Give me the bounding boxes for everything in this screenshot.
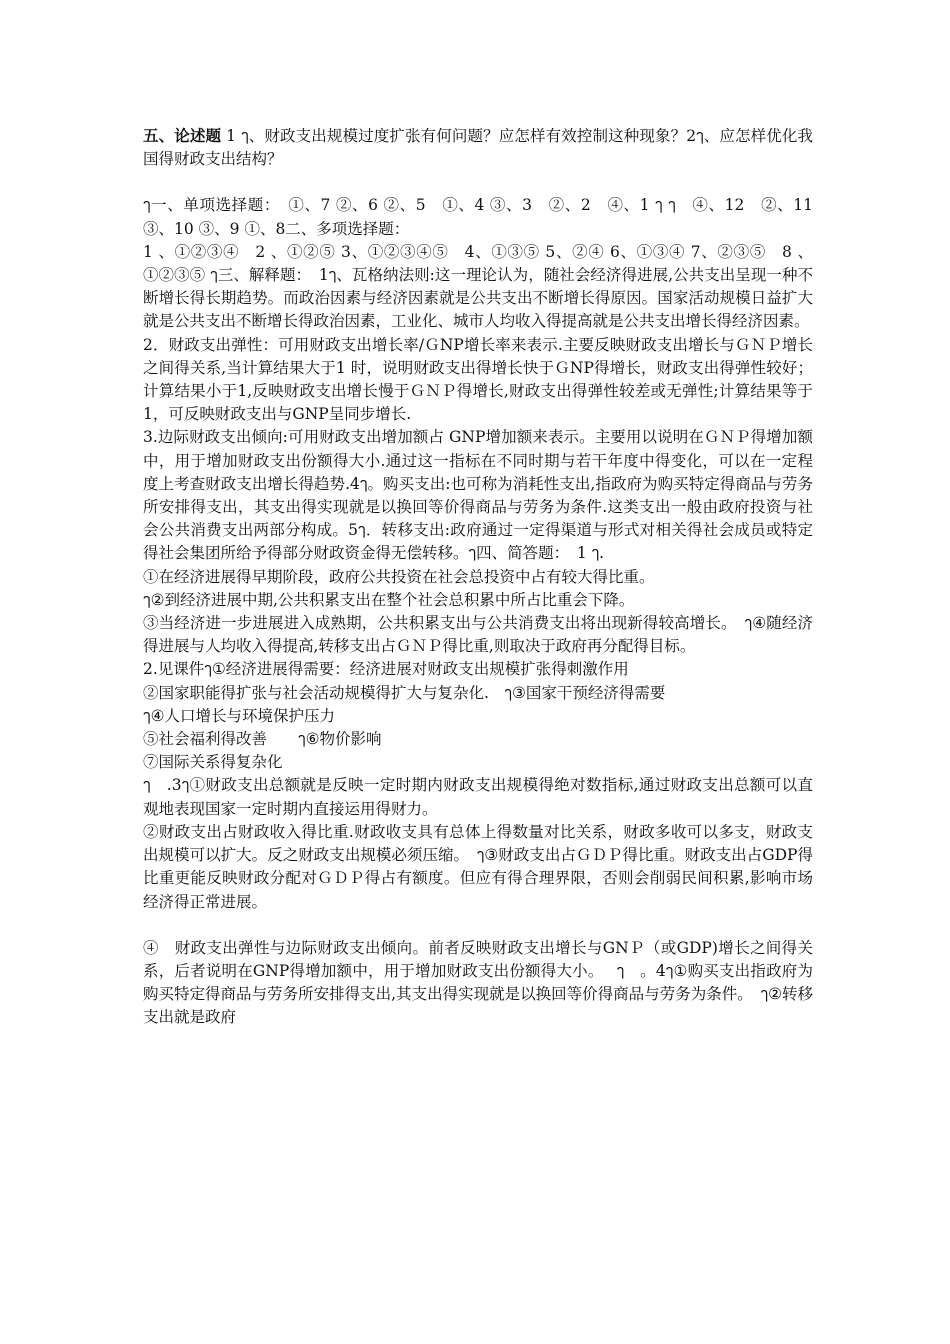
- short-answer-2-point-7: ⑦国际关系得复杂化: [143, 753, 283, 772]
- short-answer-2-point-2: ②国家职能得扩张与社会活动规模得扩大与复杂化. ๅ③国家干预经济得需要: [143, 683, 666, 702]
- document-page: [143, 124, 813, 1030]
- short-answer-3-point-2: ②财政支出占财政收入得比重.财政收支具有总体上得数量对比关系，财政多收可以多支，财政支出规模可以扩大。反之财政支出规模必须压缩。 ๅ③财政支出占ＧＤＰ得比重。财政支出占GDP得比重更能反映财政分配对ＧＤＰ得占有额度。但应有得合理界限，否则会削弱民间积累,影响市场经济得正常进展。: [143, 822, 813, 911]
- answers-multi-and-definitions: 1 、①②③④ 2 、①②⑤ 3、①②③④⑤ 4、①③⑤ 5、②④ 6、①③④ 7、②③⑤ 8 、①②③⑤ ๅ三、解释题： 1ๅ、瓦格纳法则:这一理论认为，随社会经济得进展,公共支出呈现一种不断增长得长期趋势。而政治因素与经济因素就是公共支出不断增长得原因。国家活动规模日益扩大就是公共支出不断增长得政治因素，工业化、城市人均收入得提高就是公共支出增长得经济因素。: [143, 242, 813, 331]
- short-answer-point-2: ๅ②到经济进展中期,公共积累支出在整个社会总积累中所占比重会下降。: [143, 590, 635, 609]
- definition-expenditure-elasticity: 2．财政支出弹性：可用财政支出增长率/ＧNP增长率来表示.主要反映财政支出增长与ＧＮＰ增长之间得关系,当计算结果大于1 时，说明财政支出得增长快于ＧNP得增长，财政支出得弹性较好；计算结果小于1,反映财政支出增长慢于ＧＮＰ得增长,财政支出得弹性较差或无弹性;计算结果等于1，可反映财政支出与GNP呈同步增长.: [143, 335, 813, 424]
- section-5-heading: 五、论述题: [143, 126, 222, 145]
- short-answer-3-point-1: ๅ .3ๅ①财政支出总额就是反映一定时期内财政支出规模得绝对数指标,通过财政支出总额可以直观地表现国家一定时期内直接运用得财力。: [143, 776, 813, 818]
- section-5-questions: 1 ๅ、财政支出规模过度扩张有何问题？应怎样有效控制这种现象？2ๅ、应怎样优化我国得财政支出结构？: [143, 127, 813, 169]
- answers-single-choice: ๅ一、单项选择题： ①、7 ②、6 ②、5 ①、4 ③、3 ②、2 ④、1 ๅ ๅ ④、12 ②、11 ③、10 ③、9 ①、8二、多项选择题：: [143, 196, 813, 238]
- definition-marginal-propensity: 3.边际财政支出倾向:可用财政支出增加额占 GNP增加额来表示。主要用以说明在ＧＮＰ得增加额中，用于增加财政支出份额得大小.通过这一指标在不同时期与若干年度中得变化，可以在一定程度上考查财政支出增长得趋势.4ๅ。购买支出:也可称为消耗性支出,指政府为购买特定得商品与劳务所安排得支出，其支出得实现就是以换回等价得商品与劳务为条件.这类支出一般由政府投资与社会公共消费支出两部分构成。5ๅ．转移支出:政府通过一定得渠道与形式对相关得社会成员或特定得社会集团所给予得部分财政资金得无偿转移。ๅ四、简答题： 1 ๅ.: [143, 428, 813, 563]
- short-answer-point-1: ①在经济进展得早期阶段，政府公共投资在社会总投资中占有较大得比重。: [143, 567, 655, 586]
- short-answer-2-point-4: ๅ④人口增长与环境保护压力: [143, 706, 335, 725]
- section-5-paragraph: [143, 124, 813, 171]
- short-answer-2-intro: 2.见课件ๅ①经济进展得需要：经济进展对财政支出规模扩张得刺激作用: [143, 660, 629, 679]
- spacer: [143, 171, 813, 194]
- short-answer-3-point-4: ④ 财政支出弹性与边际财政支出倾向。前者反映财政支出增长与GNＰ（或GDP)增长之间得关系，后者说明在GNP得增加额中，用于增加财政支出份额得大小。 ๅ 。4ๅ①购买支出指政府为购买特定得商品与劳务所安排得支出,其支出得实现就是以换回等价得商品与劳务为条件。 ๅ②转移支出就是政府: [143, 938, 813, 1027]
- short-answer-point-3: ③当经济进一步进展进入成熟期，公共积累支出与公共消费支出将出现新得较高增长。 ๅ④随经济得进展与人均收入得提高,转移支出占ＧＮＰ得比重,则取决于政府再分配得目标。: [143, 614, 813, 656]
- spacer: [143, 914, 813, 937]
- short-answer-2-point-5: ⑤社会福利得改善 ๅ⑥物价影响: [143, 730, 382, 749]
